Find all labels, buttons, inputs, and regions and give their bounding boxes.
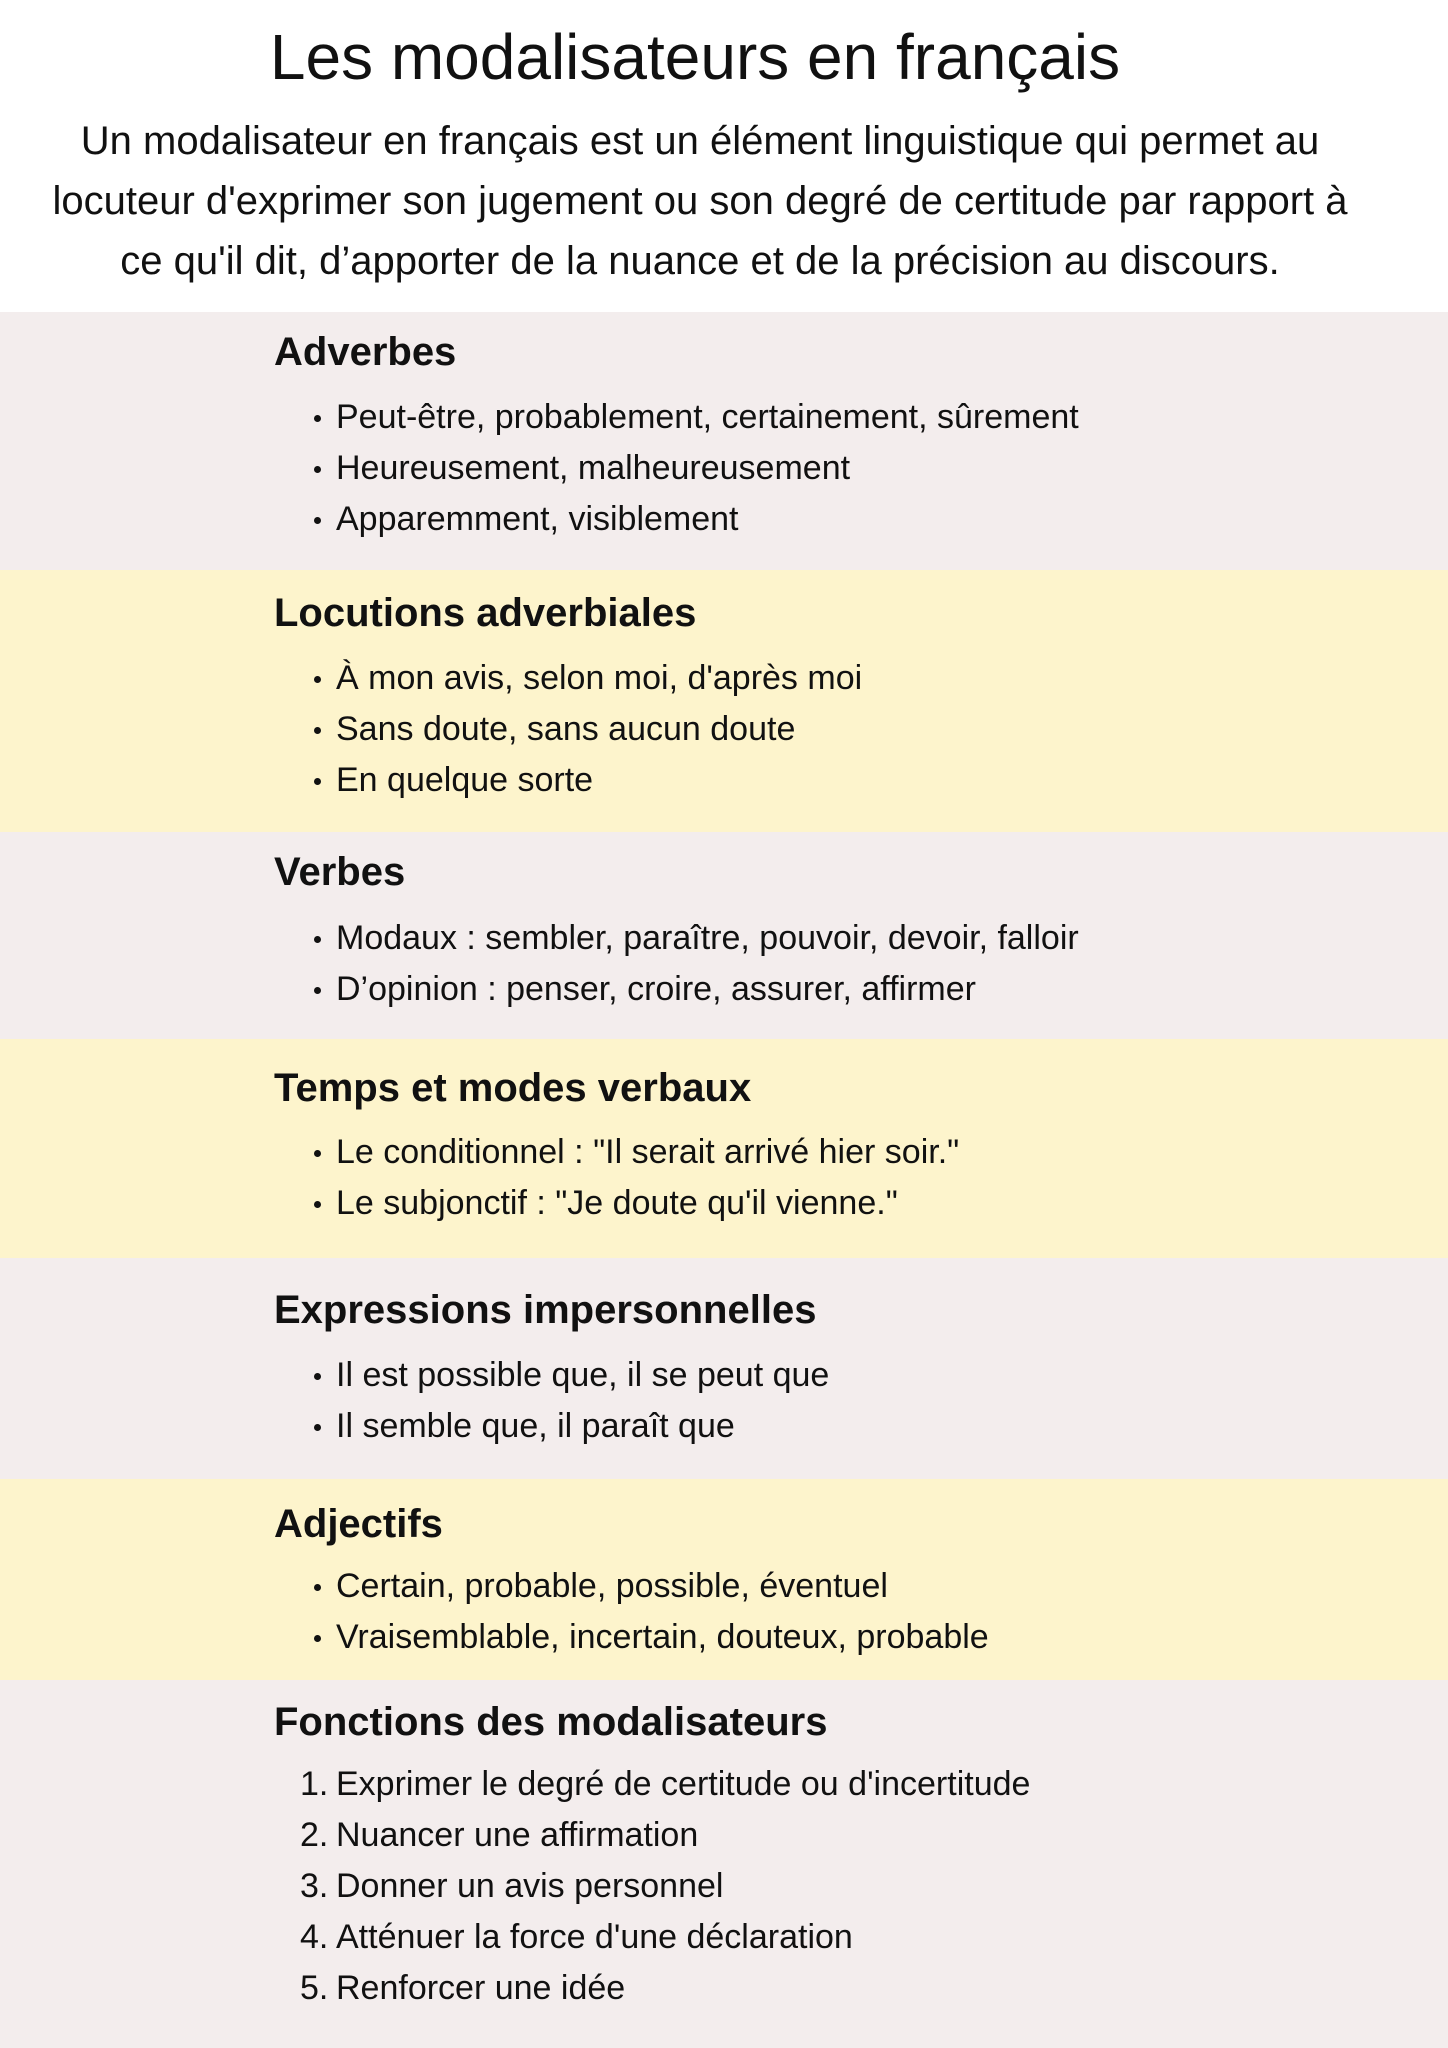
list-item: Certain, probable, possible, éventuel: [274, 1561, 989, 1612]
section-heading: Verbes: [274, 850, 406, 894]
list-item: Modaux : sembler, paraître, pouvoir, devoir, falloir: [274, 913, 1079, 964]
section-locutions-adverbiales: [0, 570, 1448, 832]
list-item: En quelque sorte: [274, 755, 862, 806]
list-item: Vraisemblable, incertain, douteux, probable: [274, 1612, 989, 1663]
bullet-list: [274, 1561, 989, 1663]
page-title: Les modalisateurs en français: [269, 21, 1121, 93]
section-fonctions: [0, 1680, 1448, 2048]
section-heading: Expressions impersonnelles: [274, 1288, 817, 1332]
bullet-list: [274, 1127, 959, 1229]
list-item: Le subjonctif : "Je doute qu'il vienne.": [274, 1178, 959, 1229]
list-item: [274, 1963, 1030, 2014]
section-adverbes: [0, 312, 1448, 570]
list-item: [274, 1861, 1030, 1912]
list-item: Apparemment, visiblement: [274, 494, 1079, 545]
section-expressions-impersonnelles: [0, 1258, 1448, 1479]
section-heading: Adverbes: [274, 330, 457, 374]
bullet-list: [274, 913, 1079, 1015]
list-item-text: Exprimer le degré de certitude ou d'incertitude: [336, 1765, 1031, 1803]
list-item: [274, 1810, 1030, 1861]
section-verbes: [0, 832, 1448, 1039]
list-item-text: Atténuer la force d'une déclaration: [336, 1918, 853, 1956]
bullet-list: [274, 392, 1079, 545]
list-item-text: Donner un avis personnel: [336, 1867, 724, 1905]
section-temps-modes: [0, 1039, 1448, 1258]
list-number: 1.: [300, 1765, 329, 1803]
section-heading: Temps et modes verbaux: [274, 1066, 752, 1110]
list-item: Heureusement, malheureusement: [274, 443, 1079, 494]
bullet-list: [274, 1350, 829, 1452]
bullet-list: [274, 653, 862, 806]
header: [0, 0, 1448, 312]
section-heading: Adjectifs: [274, 1502, 443, 1546]
list-number: 5.: [300, 1969, 329, 2007]
numbered-list: [274, 1759, 1030, 2014]
list-item: Peut-être, probablement, certainement, sûrement: [274, 392, 1079, 443]
list-number: 4.: [300, 1918, 329, 1956]
list-item: D’opinion : penser, croire, assurer, affirmer: [274, 964, 1079, 1015]
list-item: [274, 1759, 1030, 1810]
list-item: Le conditionnel : "Il serait arrivé hier soir.": [274, 1127, 959, 1178]
intro-paragraph: Un modalisateur en français est un élément linguistique qui permet au locuteur d'exprimer son jugement ou son degré de certitude par rapport à ce qu'il dit, d’apporter de la nuance et de la précision au discours.: [52, 119, 1348, 283]
section-heading: Fonctions des modalisateurs: [274, 1700, 828, 1744]
section-adjectifs: [0, 1479, 1448, 1680]
list-item: Il est possible que, il se peut que: [274, 1350, 829, 1401]
list-item: Il semble que, il paraît que: [274, 1401, 829, 1452]
section-heading: Locutions adverbiales: [274, 591, 697, 635]
list-item-text: Renforcer une idée: [336, 1969, 626, 2007]
list-number: 3.: [300, 1867, 329, 1905]
list-item: À mon avis, selon moi, d'après moi: [274, 653, 862, 704]
list-item: [274, 1912, 1030, 1963]
list-item-text: Nuancer une affirmation: [336, 1816, 699, 1854]
list-number: 2.: [300, 1816, 329, 1854]
list-item: Sans doute, sans aucun doute: [274, 704, 862, 755]
